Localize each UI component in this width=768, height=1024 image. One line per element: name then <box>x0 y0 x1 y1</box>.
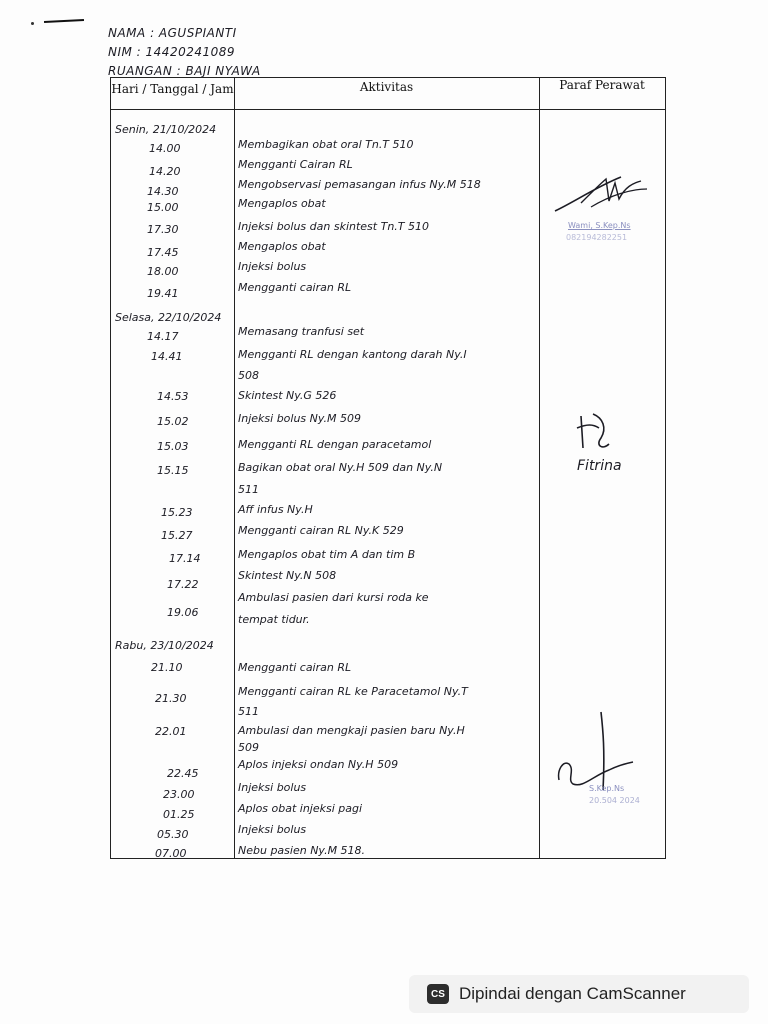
row-time: 18.00 <box>147 265 179 278</box>
row-time: 15.02 <box>157 415 189 428</box>
row-time: 15.03 <box>157 440 189 453</box>
row-time: 15.00 <box>147 201 179 214</box>
col-header-date: Hari / Tanggal / Jam <box>111 82 234 96</box>
row-time: 14.20 <box>149 165 181 178</box>
signer-name: Fitrina <box>577 458 622 474</box>
row-activity: Mengganti Cairan RL <box>238 158 353 171</box>
nurse-signature <box>553 710 643 795</box>
row-time: 14.41 <box>151 350 183 363</box>
row-activity: Aplos obat injeksi pagi <box>238 802 363 815</box>
row-time: 22.45 <box>167 767 199 780</box>
row-time: 23.00 <box>163 788 195 801</box>
row-activity: Nebu pasien Ny.M 518. <box>238 844 366 857</box>
row-activity: Injeksi bolus <box>238 260 307 273</box>
row-activity: Mengobservasi pemasangan infus Ny.M 518 <box>238 178 481 191</box>
student-name: NAMA : AGUSPIANTI <box>108 26 237 40</box>
stamp-nip: 082194282251 <box>566 233 628 242</box>
ink-stroke <box>44 19 84 23</box>
row-activity: Skintest Ny.G 526 <box>238 389 337 402</box>
nurse-signature <box>551 173 651 218</box>
row-activity: Mengganti cairan RL <box>238 661 352 674</box>
row-activity: Mengganti RL dengan kantong darah Ny.I <box>238 348 467 361</box>
column-divider <box>539 78 540 858</box>
row-activity: Injeksi bolus Ny.M 509 <box>238 412 362 425</box>
row-activity: Aplos injeksi ondan Ny.H 509 <box>238 758 399 771</box>
row-activity: Ambulasi dan mengkaji pasien baru Ny.H <box>238 724 465 737</box>
day-label: Rabu, 23/10/2024 <box>115 639 214 652</box>
row-activity: tempat tidur. <box>238 613 310 626</box>
row-time: 21.10 <box>151 661 183 674</box>
row-time: 17.14 <box>169 552 201 565</box>
row-activity: Mengganti cairan RL Ny.K 529 <box>238 524 404 537</box>
row-time: 17.22 <box>167 578 199 591</box>
row-activity: 509 <box>238 741 259 754</box>
row-time: 17.45 <box>147 246 179 259</box>
row-activity: 511 <box>238 483 259 496</box>
row-activity: Ambulasi pasien dari kursi roda ke <box>238 591 429 604</box>
row-activity: Mengganti RL dengan paracetamol <box>238 438 432 451</box>
row-activity: 511 <box>238 705 259 718</box>
row-time: 01.25 <box>163 808 195 821</box>
day-label: Senin, 21/10/2024 <box>115 123 217 136</box>
row-activity: Mengaplos obat <box>238 197 326 210</box>
row-time: 19.06 <box>167 606 199 619</box>
camscanner-watermark <box>409 975 749 1013</box>
camscanner-logo-icon: CS <box>427 984 449 1004</box>
stamp-nip: 20.504 2024 <box>589 796 640 805</box>
activity-table <box>110 77 666 859</box>
header-divider <box>111 109 665 110</box>
col-header-paraf: Paraf Perawat <box>559 78 645 92</box>
row-time: 15.15 <box>157 464 189 477</box>
row-activity: Mengaplos obat <box>238 240 326 253</box>
col-header-activity: Aktivitas <box>359 80 414 94</box>
column-divider <box>234 78 235 858</box>
row-time: 14.30 <box>147 185 179 198</box>
row-time: 07.00 <box>155 847 187 860</box>
row-activity: Skintest Ny.N 508 <box>238 569 337 582</box>
row-time: 05.30 <box>157 828 189 841</box>
row-time: 22.01 <box>155 725 187 738</box>
row-activity: Mengganti cairan RL <box>238 281 352 294</box>
student-nim: NIM : 14420241089 <box>108 45 236 59</box>
stamp-name: Wami, S.Kep.Ns <box>568 221 631 230</box>
ward-name: RUANGAN : BAJI NYAWA <box>108 64 261 78</box>
stamp-name: S.Kep.Ns <box>589 784 625 793</box>
row-time: 14.53 <box>157 390 189 403</box>
row-activity: Membagikan obat oral Tn.T 510 <box>238 138 414 151</box>
row-time: 14.00 <box>149 142 181 155</box>
nurse-signature <box>573 408 623 458</box>
row-activity: Memasang tranfusi set <box>238 325 365 338</box>
row-time: 14.17 <box>147 330 179 343</box>
row-activity: Injeksi bolus <box>238 823 307 836</box>
row-activity: Bagikan obat oral Ny.H 509 dan Ny.N <box>238 461 443 474</box>
ink-dot <box>31 22 34 25</box>
row-activity: Mengaplos obat tim A dan tim B <box>238 548 416 561</box>
row-time: 19.41 <box>147 287 179 300</box>
row-time: 17.30 <box>147 223 179 236</box>
scanner-text: Dipindai dengan CamScanner <box>459 984 686 1003</box>
student-info <box>108 24 261 81</box>
row-activity: Mengganti cairan RL ke Paracetamol Ny.T <box>238 685 468 698</box>
row-activity: 508 <box>238 369 259 382</box>
row-time: 15.27 <box>161 529 193 542</box>
row-time: 15.23 <box>161 506 193 519</box>
row-activity: Aff infus Ny.H <box>238 503 313 516</box>
day-label: Selasa, 22/10/2024 <box>115 311 222 324</box>
row-activity: Injeksi bolus <box>238 781 307 794</box>
row-activity: Injeksi bolus dan skintest Tn.T 510 <box>238 220 430 233</box>
row-time: 21.30 <box>155 692 187 705</box>
